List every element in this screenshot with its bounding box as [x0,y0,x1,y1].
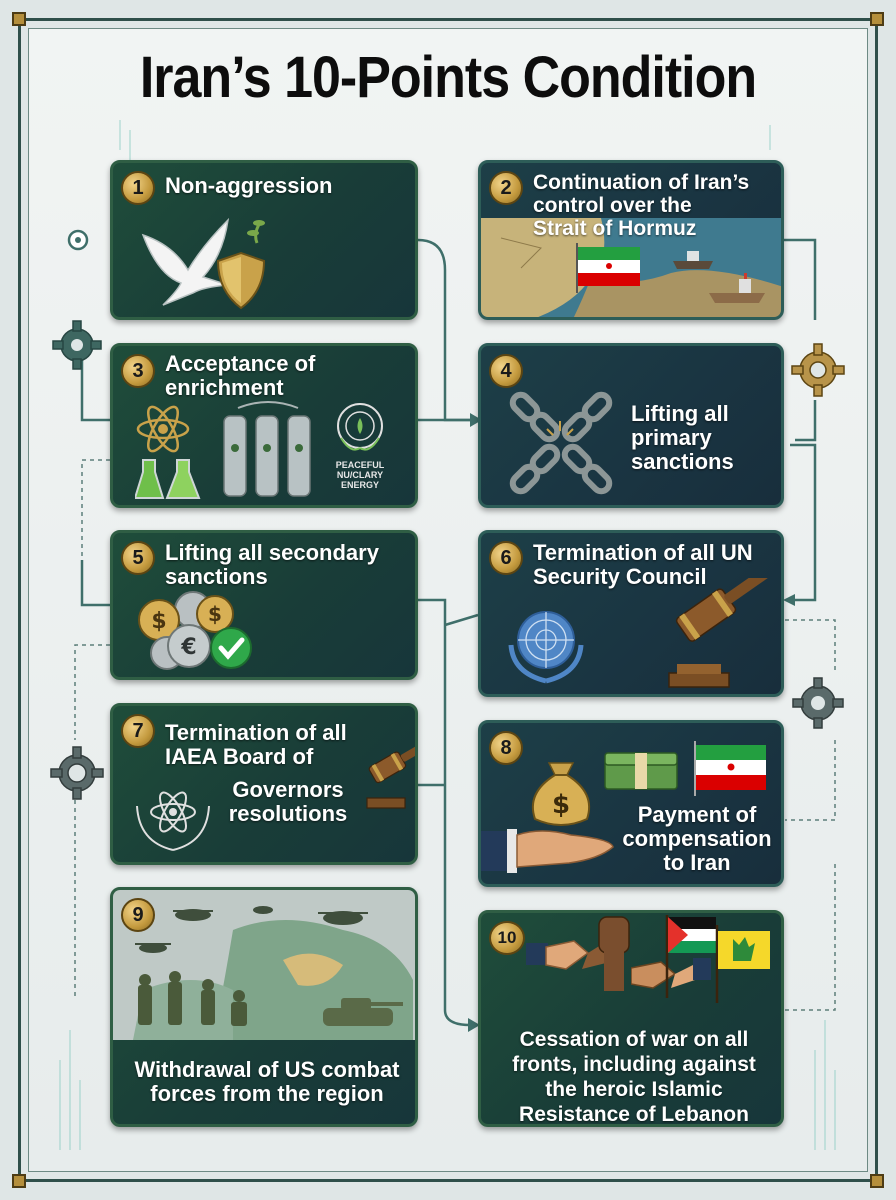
coins-icon [131,588,261,676]
condition-number-badge: 9 [121,898,155,932]
condition-card-6 [478,530,784,697]
condition-number-badge: 6 [489,541,523,575]
condition-card-8 [478,720,784,887]
iaea-emblem-icon [127,776,219,856]
condition-label-continued: Governors resolutions [228,777,348,826]
condition-label: Lifting all primary sanctions [631,401,734,474]
gavel-icon [363,746,418,816]
un-emblem-icon [501,595,591,685]
condition-card-2 [478,160,784,320]
condition-label: Continuation of Iran’s control over the Strait of Hormuz [533,171,750,240]
gavel-icon [659,578,779,693]
condition-number-badge: 1 [121,171,155,205]
gear-icon [788,340,848,400]
condition-number-badge: 5 [121,541,155,575]
gear-icon [48,744,106,802]
condition-card-3 [110,343,418,508]
condition-card-5 [110,530,418,680]
gear-icon [790,675,846,731]
condition-card-9 [110,887,418,1127]
condition-number-badge: 7 [121,714,155,748]
condition-card-4 [478,343,784,508]
svg-text:€: € [181,635,197,660]
condition-card-1 [110,160,418,320]
condition-number-badge: 4 [489,354,523,388]
cash-stack-icon [601,743,681,795]
condition-label: Acceptance of enrichment [165,351,316,400]
condition-label: Termination of all IAEA Board of [165,720,347,769]
condition-card-7 [110,703,418,865]
flask-icon [135,458,205,503]
broken-chain-icon [503,391,618,496]
condition-label: Non-aggression [165,173,333,198]
svg-text:$: $ [551,790,571,820]
iran-flag-icon [691,741,771,796]
condition-label: Lifting all secondary sanctions [165,540,379,589]
svg-text:$: $ [151,609,167,634]
condition-label: Termination of all UN Security Council [533,540,753,589]
centrifuge-icon [218,398,318,503]
condition-number-badge: 3 [121,354,155,388]
condition-number-badge: 10 [489,921,525,955]
peaceful-energy-emblem-icon [331,398,389,458]
ship-icon [669,241,769,306]
condition-card-10 [478,910,784,1127]
atom-icon [135,401,191,457]
condition-label: Cessation of war on all fronts, including against the heroic Islamic Resistance of Lebanon [512,1028,756,1126]
condition-label: Withdrawal of US combat forces from the region [134,1057,400,1106]
hand-icon [481,811,616,876]
svg-text:$: $ [208,602,222,626]
iran-flag-icon [573,243,643,293]
gear-icon [50,318,104,372]
condition-label: Payment of compensation to Iran [622,802,772,875]
region-map-icon [113,890,418,1040]
condition-number-badge: 8 [489,731,523,765]
hezbollah-flag-icon [713,923,775,1003]
condition-number-badge: 2 [489,171,523,205]
page-title: Iran’s 10-Points Condition [139,45,757,111]
peaceful-energy-caption: PEACEFUL NU/CLARY ENERGY [335,460,385,490]
shield-icon [213,213,273,313]
